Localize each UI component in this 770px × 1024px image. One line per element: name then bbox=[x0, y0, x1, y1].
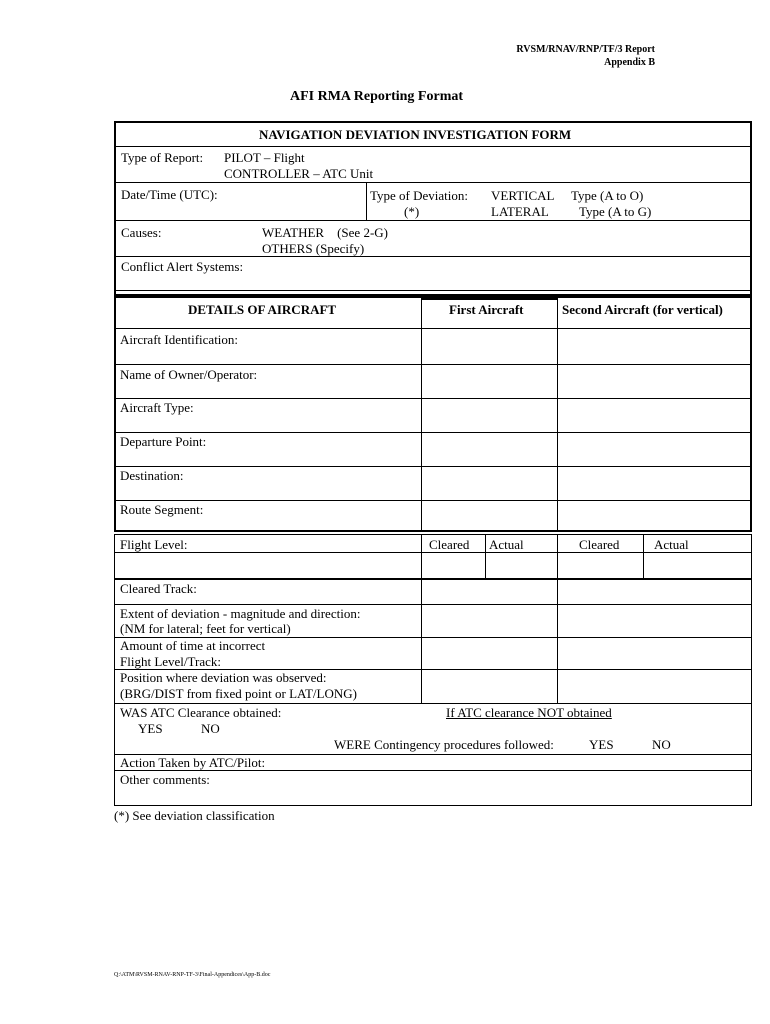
row-route-segment: Route Segment: bbox=[120, 502, 204, 517]
report-type-label: Type of Report: bbox=[121, 150, 204, 165]
deviation-vertical[interactable]: VERTICAL bbox=[491, 188, 555, 203]
second-cleared-label: Cleared bbox=[579, 537, 620, 552]
first-actual-label: Actual bbox=[489, 537, 524, 552]
first-cleared-label: Cleared bbox=[429, 537, 470, 552]
time-label-line1: Amount of time at incorrect bbox=[120, 638, 266, 653]
atc-not-obtained-label: If ATC clearance NOT obtained bbox=[446, 705, 612, 720]
causes-weather[interactable]: WEATHER (See 2-G) bbox=[262, 225, 388, 240]
report-type-controller[interactable]: CONTROLLER – ATC Unit bbox=[224, 166, 374, 181]
contingency-yes[interactable]: YES bbox=[589, 737, 614, 752]
conflict-alert-label: Conflict Alert Systems: bbox=[121, 259, 244, 274]
action-taken-label: Action Taken by ATC/Pilot: bbox=[120, 755, 266, 770]
row-departure-point: Departure Point: bbox=[120, 434, 207, 449]
causes-others[interactable]: OTHERS (Specify) bbox=[262, 241, 365, 256]
flight-level-label: Flight Level: bbox=[120, 537, 188, 552]
file-path: Q:\ATM\RVSM-RNAV-RNP-TF-3\Final-Appendices\App-B.doc bbox=[114, 972, 271, 978]
atc-clearance-no[interactable]: NO bbox=[201, 721, 220, 736]
row-aircraft-type: Aircraft Type: bbox=[120, 400, 194, 415]
cleared-track-label: Cleared Track: bbox=[120, 581, 197, 596]
details-header: DETAILS OF AIRCRAFT bbox=[188, 302, 337, 317]
footnote: (*) See deviation classification bbox=[114, 808, 275, 823]
row-owner-operator: Name of Owner/Operator: bbox=[120, 367, 258, 382]
atc-clearance-label: WAS ATC Clearance obtained: bbox=[120, 705, 282, 720]
row-destination: Destination: bbox=[120, 468, 184, 483]
second-aircraft-header: Second Aircraft (for vertical) bbox=[562, 302, 723, 317]
causes-label: Causes: bbox=[121, 225, 162, 240]
deviation-lateral[interactable]: LATERAL bbox=[491, 204, 549, 219]
extent-label-line2: (NM for lateral; feet for vertical) bbox=[120, 621, 291, 636]
atc-clearance-yes[interactable]: YES bbox=[138, 721, 163, 736]
deviation-type-label: Type of Deviation: bbox=[370, 188, 469, 203]
report-type-pilot[interactable]: PILOT – Flight bbox=[224, 150, 305, 165]
position-label-line1: Position where deviation was observed: bbox=[120, 670, 327, 685]
appendix-label: Appendix B bbox=[604, 57, 655, 68]
extent-label-line1: Extent of deviation - magnitude and direction: bbox=[120, 606, 361, 621]
deviation-type-note: (*) bbox=[404, 204, 420, 219]
time-label-line2: Flight Level/Track: bbox=[120, 654, 221, 669]
contingency-no[interactable]: NO bbox=[652, 737, 671, 752]
other-comments-label: Other comments: bbox=[120, 772, 210, 787]
datetime-label: Date/Time (UTC): bbox=[121, 187, 218, 202]
contingency-label: WERE Contingency procedures followed: bbox=[334, 737, 554, 752]
deviation-vertical-range: Type (A to O) bbox=[571, 188, 644, 203]
first-aircraft-header: First Aircraft bbox=[449, 302, 524, 317]
report-reference: RVSM/RNAV/RNP/TF/3 Report bbox=[516, 44, 655, 55]
deviation-lateral-range: Type (A to G) bbox=[579, 204, 652, 219]
form-heading: NAVIGATION DEVIATION INVESTIGATION FORM bbox=[259, 127, 572, 142]
row-aircraft-identification: Aircraft Identification: bbox=[120, 332, 239, 347]
position-label-line2: (BRG/DIST from fixed point or LAT/LONG) bbox=[120, 686, 357, 701]
second-actual-label: Actual bbox=[654, 537, 689, 552]
page-title: AFI RMA Reporting Format bbox=[290, 89, 464, 104]
